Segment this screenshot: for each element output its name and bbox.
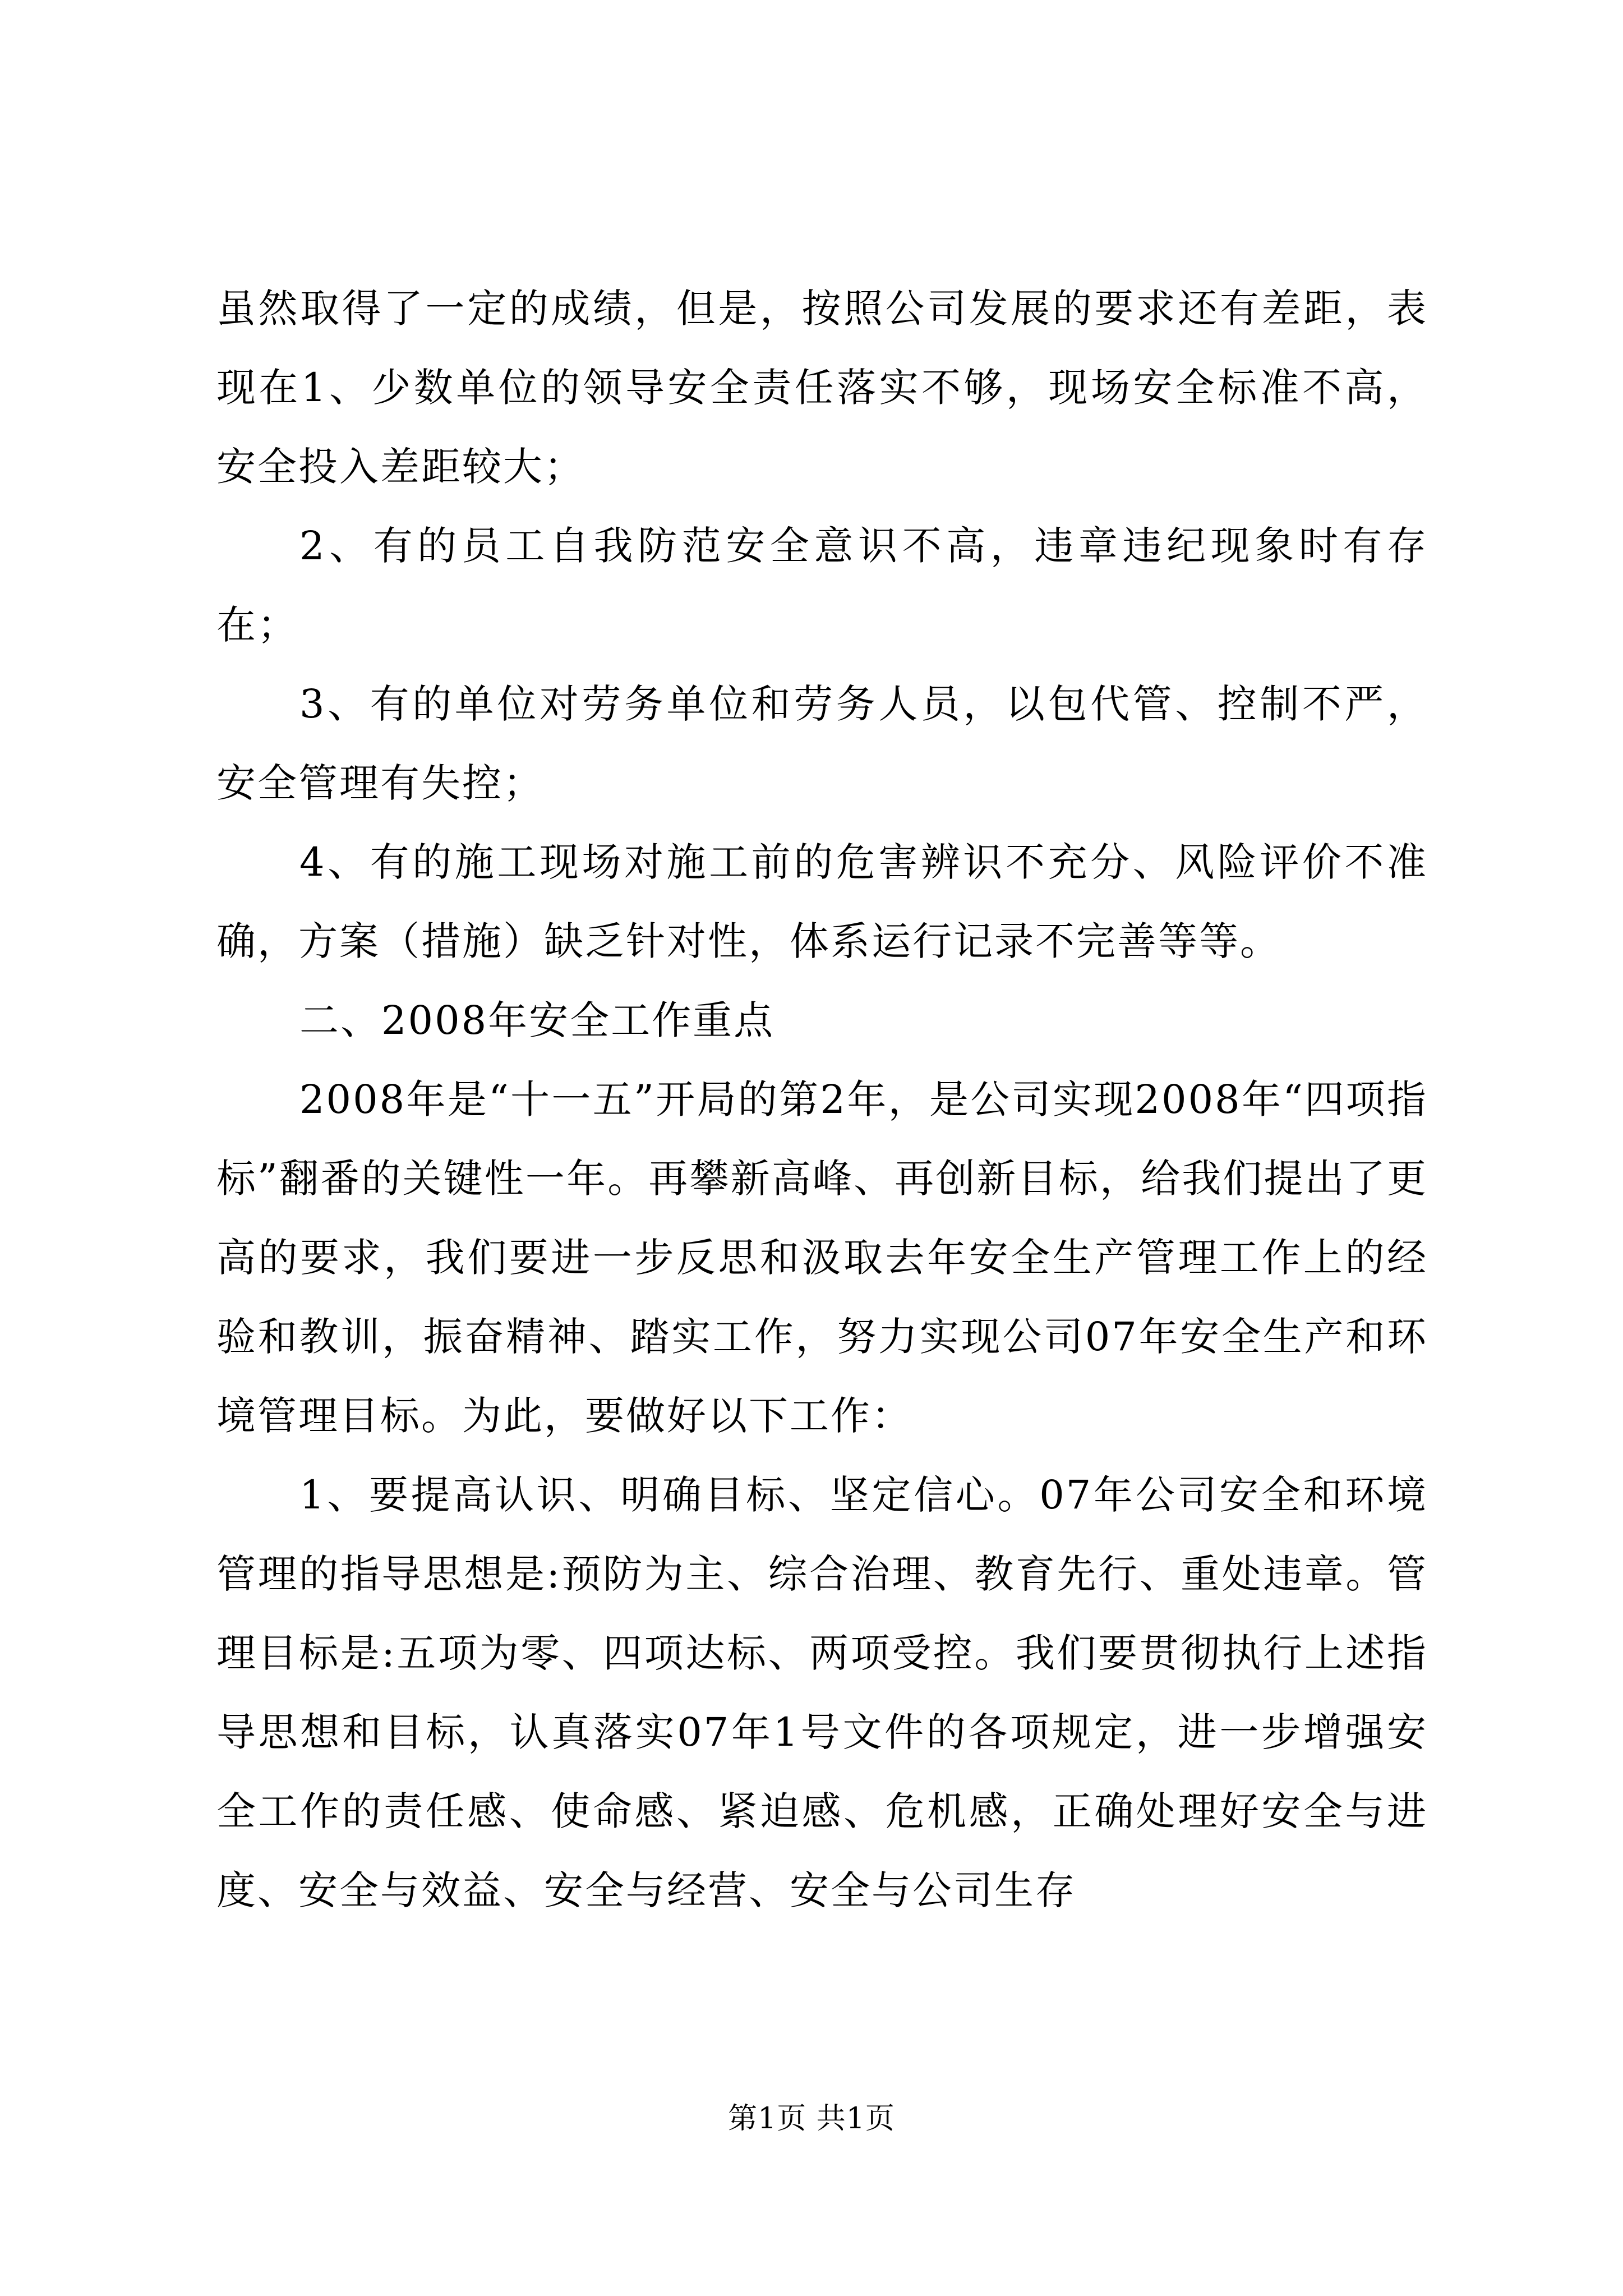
paragraph-5: 2008年是“十一五”开局的第2年，是公司实现2008年“四项指标”翻番的关键性一年。再攀新高峰、再创新目标，给我们提出了更高的要求，我们要进一步反思和汲取去年安全生产管理工作上的经验和教训，振奋精神、踏实工作，努力实现公司07年安全生产和环境管理目标。为此，要做好以下工作：: [216, 1076, 1428, 1439]
page-footer: [0, 2099, 1623, 2138]
paragraph-3: 3、有的单位对劳务单位和劳务人员，以包代管、控制不严，安全管理有失控；: [216, 681, 1428, 806]
paragraph-1: 虽然取得了一定的成绩，但是，按照公司发展的要求还有差距，表现在1、少数单位的领导安全责任落实不够，现场安全标准不高，安全投入差距较大；: [216, 286, 1428, 490]
section-heading: 二、2008年安全工作重点: [299, 997, 775, 1043]
page-number-label: 第1页 共1页: [728, 2102, 895, 2136]
paragraph-6: 1、要提高认识、明确目标、坚定信心。07年公司安全和环境管理的指导思想是:预防为主、综合治理、教育先行、重处违章。管理目标是:五项为零、四项达标、两项受控。我们要贯彻执行上述指导思想和目标，认真落实07年1号文件的各项规定，进一步增强安全工作的责任感、使命感、紧迫感、危机感，正确处理好安全与进度、安全与效益、安全与经营、安全与公司生存: [216, 1472, 1428, 1913]
document-body: [216, 269, 1428, 1930]
paragraph-4: 4、有的施工现场对施工前的危害辨识不充分、风险评价不准确，方案（措施）缺乏针对性，体系运行记录不完善等等。: [216, 839, 1428, 964]
paragraph-2: 2、有的员工自我防范安全意识不高，违章违纪现象时有存在；: [216, 523, 1428, 648]
